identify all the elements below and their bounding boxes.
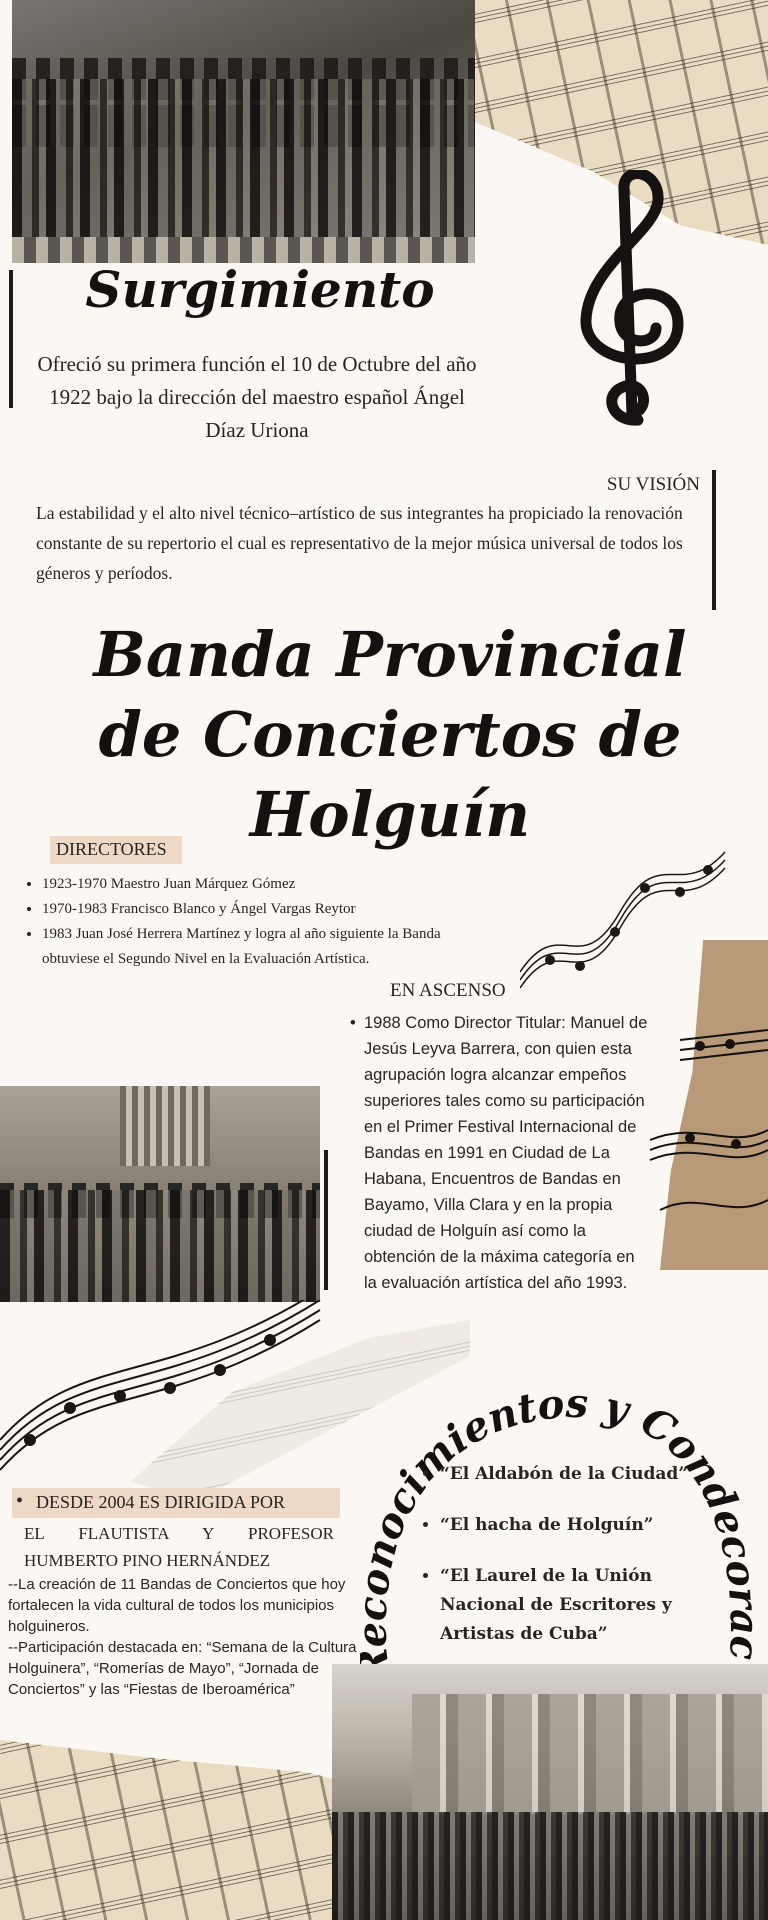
ascenso-text-wrapper [350, 1010, 650, 1296]
ascenso-heading: EN ASCENSO [390, 980, 506, 1001]
director-item: • 1983 Juan José Herrera Martínez y logra al año siguiente la Banda obtuviese el Segundo Nivel en la Evaluación Artística. [42, 922, 494, 972]
surgimiento-text: Ofreció su primera función el 10 de Octubre del año 1922 bajo la dirección del maestro español Ángel Díaz Uriona [37, 352, 477, 442]
accent-bar-left [9, 270, 13, 408]
vision-text: La estabilidad y el alto nivel técnico–artístico de sus integrantes ha propiciado la renovación constante de su repertorio el cual es representativo de la mejor música universal de todos los géneros y períodos. [36, 503, 683, 583]
desde-2004-details [8, 1574, 368, 1700]
street-parade-photo [332, 1664, 768, 1920]
music-notes-curve-icon [0, 1300, 330, 1480]
reconocimientos-heading-text: ocimientos y Condecorac [363, 1379, 768, 1661]
vision-heading: SU VISIÓN [606, 474, 700, 495]
award-item: • “El Aldabón de la Ciudad” [440, 1460, 718, 1489]
title-line-3: Holguín [249, 778, 531, 851]
reconocimientos-list [418, 1460, 718, 1671]
desde-2004-line-2: HUMBERTO PINO HERNÁNDEZ [24, 1551, 271, 1570]
desde-2004-heading: DESDE 2004 ES DIRIGIDA POR [36, 1492, 286, 1512]
desde-2004-line-1: EL FLAUTISTA Y PROFESOR [24, 1524, 334, 1543]
accent-bar-middle [324, 1150, 328, 1290]
desde-2004-bullet-icon: • [16, 1490, 24, 1512]
award-item: • “El hacha de Holguín” [440, 1511, 718, 1540]
band-photo-middle [0, 1086, 320, 1302]
title-line-2: de Conciertos de [98, 698, 682, 771]
ascenso-text: 1988 Como Director Titular: Manuel de Jesús Leyva Barrera, con quien esta agrupación logra alcanzar empeños superiores tales como su participación en el Primer Festival Internacional de Bandas en 1991 en Ciudad de La Habana, Encuentros de Bandas en Bayamo, Villa Clara y en la propia ciudad de Holguín así como la obtención de la máxima categoría en la evaluación artística del año 1993. [364, 1014, 648, 1292]
award-item: • “El Laurel de la Unión Nacional de Escritores y Artistas de Cuba” [440, 1562, 718, 1649]
treble-clef-icon [560, 170, 710, 430]
directors-heading: DIRECTORES [56, 839, 167, 859]
desde-2004-p1: --La creación de 11 Bandas de Conciertos que hoy fortalecen la vida cultural de todos los municipios holguineros. [8, 1576, 346, 1635]
directors-list [24, 872, 494, 972]
director-item: • 1923-1970 Maestro Juan Márquez Gómez [42, 872, 494, 897]
bullet-icon: • [350, 1014, 356, 1032]
band-photo-top [12, 0, 475, 263]
music-staff-right-icon [640, 1020, 768, 1230]
title-line-1: Banda Provincial [93, 618, 687, 691]
director-item: • 1970-1983 Francisco Blanco y Ángel Vargas Reytor [42, 897, 494, 922]
main-title [40, 615, 740, 855]
surgimiento-heading: Surgimiento [85, 260, 435, 319]
desde-2004-p2: --Participación destacada en: “Semana de la Cultura Holguinera”, “Romerías de Mayo”, “Jornada de Conciertos” y las “Fiestas de Iberoamérica” [8, 1639, 357, 1698]
music-notes-wave-icon [520, 848, 730, 998]
accent-bar-right [712, 470, 716, 610]
